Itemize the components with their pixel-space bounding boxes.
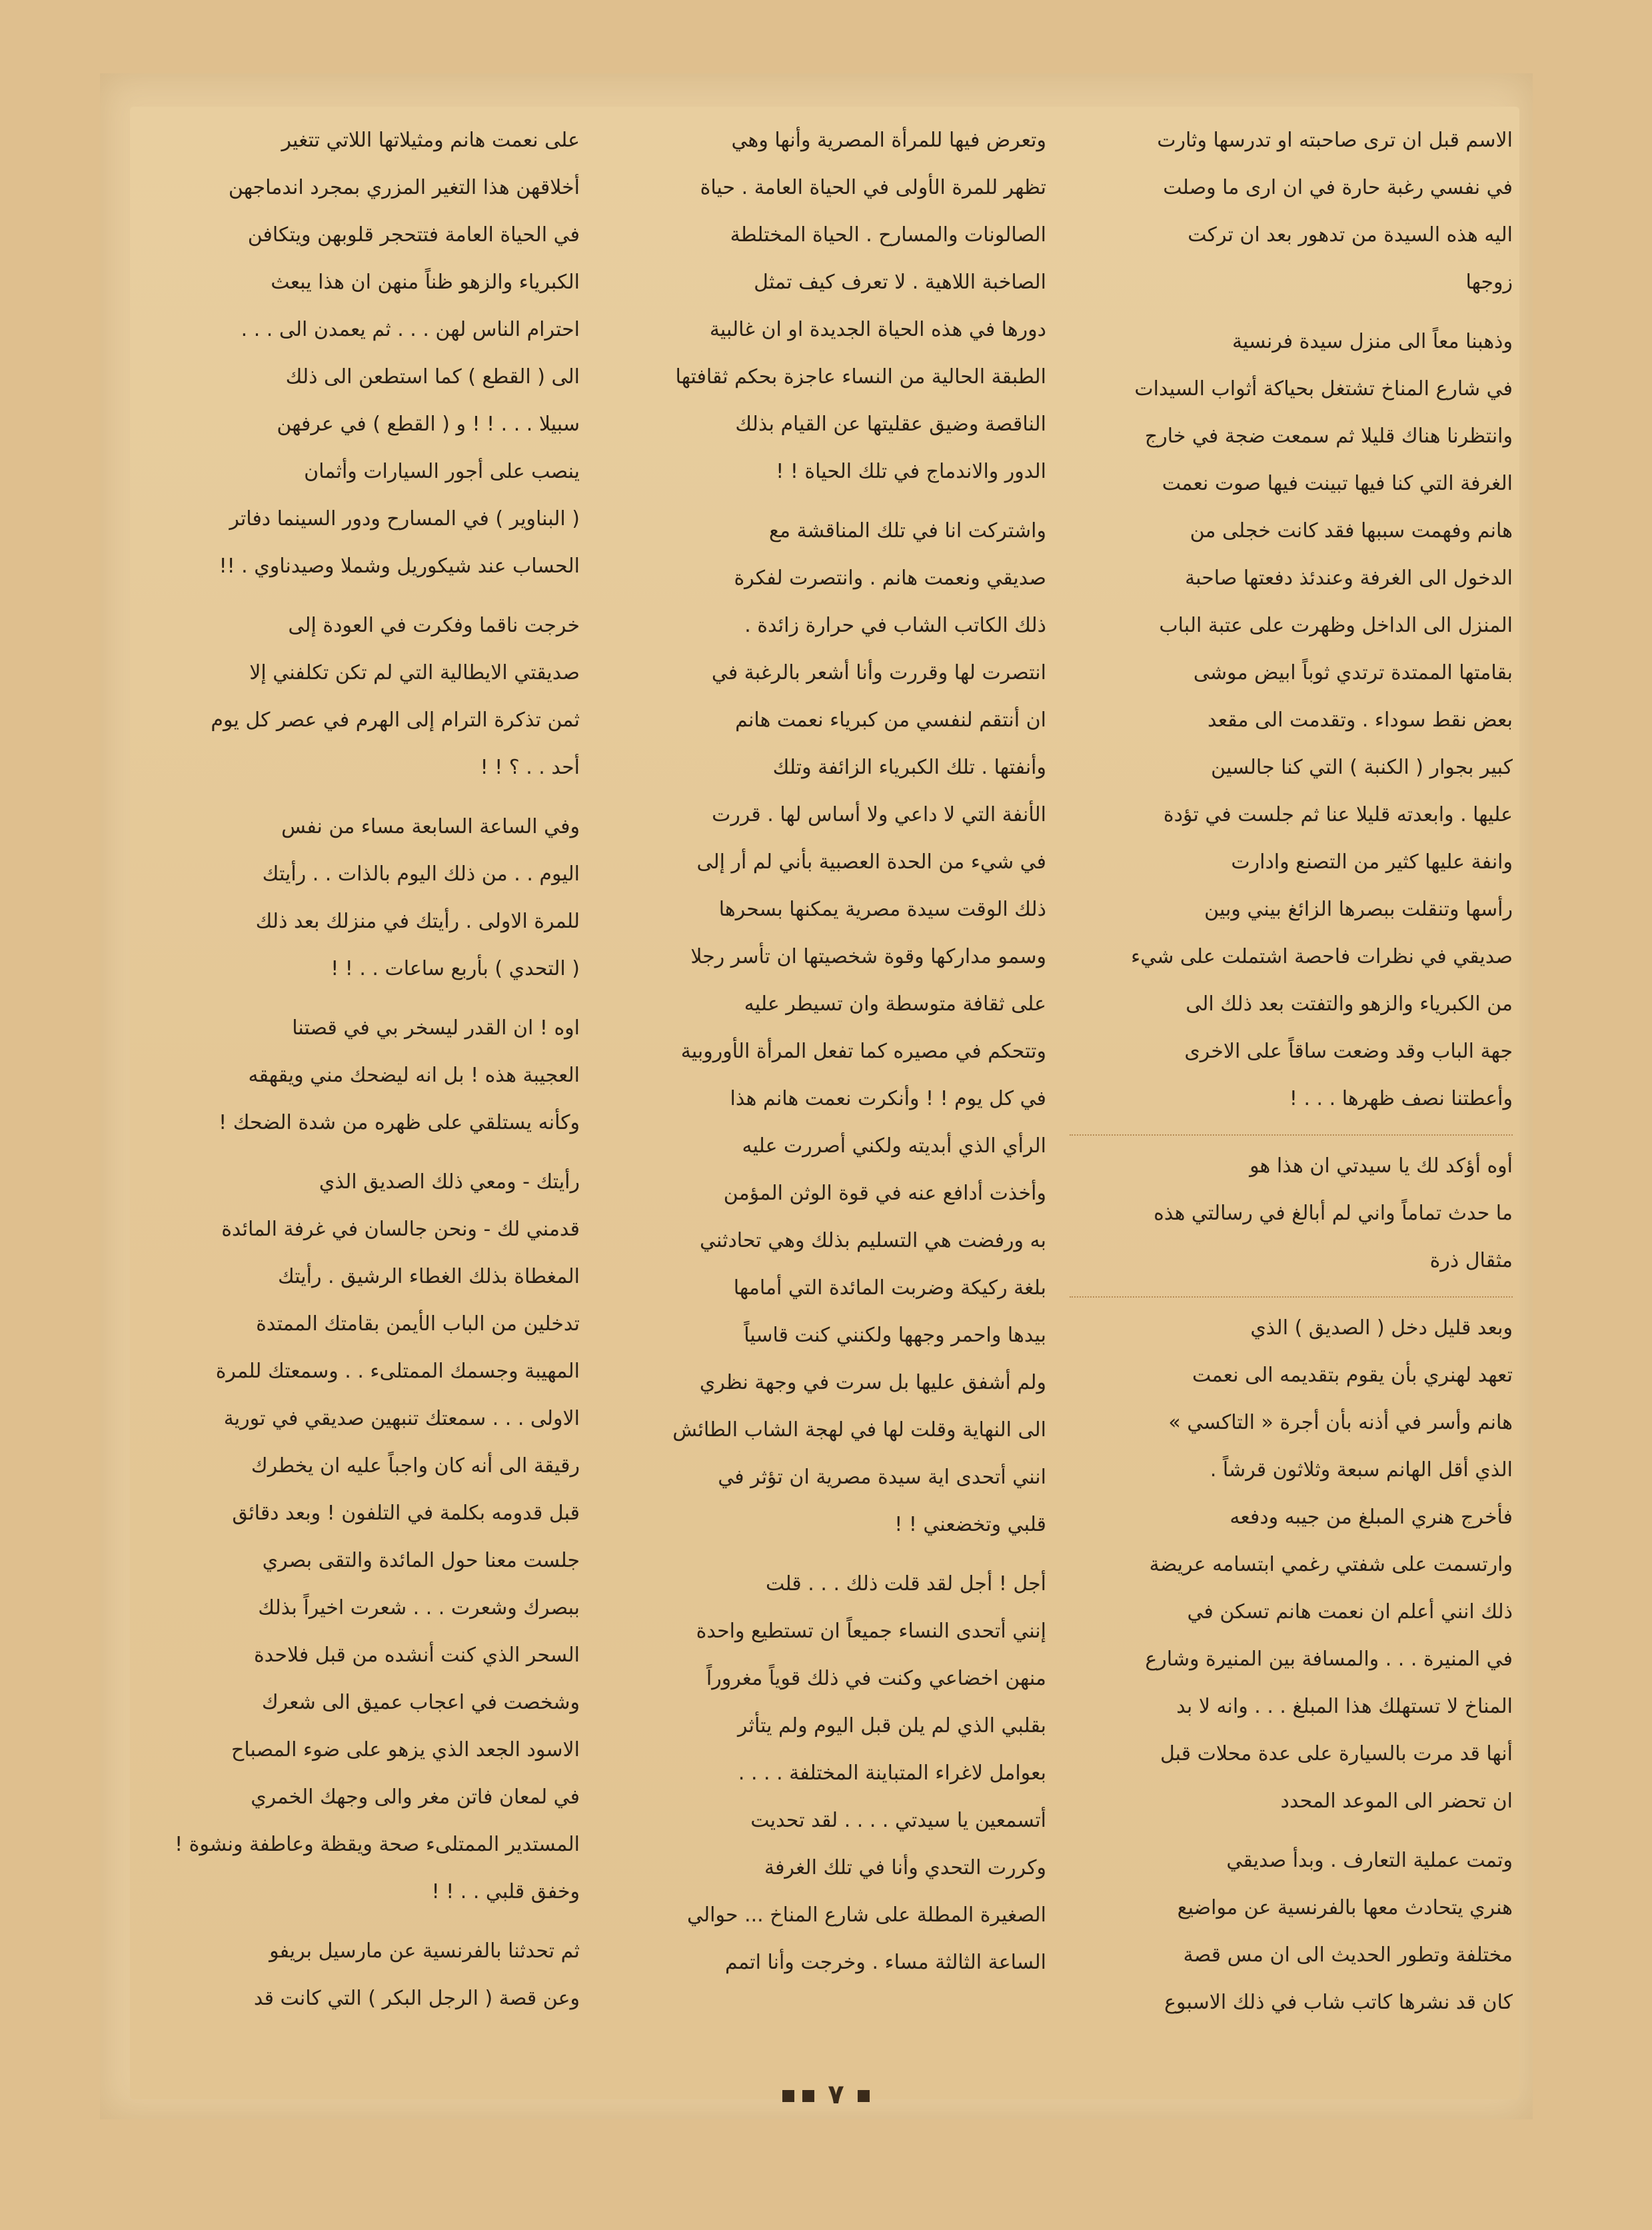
- paragraph: وذهبنا معاً الى منزل سيدة فرنسية في شارع المناخ تشتغل بحياكة أثواب السيدات وانتظرنا هناك قليلا ثم سمعت ضجة في خارج الغرفة التي كنا فيها تبينت فيها صوت نعمت هانم وفهمت سببها فقد كانت خجلى من الدخول الى الغرفة وعندئذ دفعتها صاحبة المنزل الى الداخل وظهرت على عتبة الباب بقامتها الممتدة ترتدي ثوباً ابيض موشى بعض نقط سوداء . وتقدمت الى مقعد كبير بجوار ( الكنبة ) التي كنا جالسين عليها . وابعدته قليلا عنا ثم جلست في تؤدة وانفة عليها كثير من التصنع وادارت رأسها وتنقلت ببصرها الزائغ بيني وبين صديقي في نظرات فاحصة اشتملت على شيء من الكبرياء والزهو والتفتت بعد ذلك الى جهة الباب وقد وضعت ساقاً على الاخرى وأعطتنا نصف ظهرها . . . !: [1131, 330, 1513, 1110]
- paragraph: على نعمت هانم ومثيلاتها اللاتي تتغير أخلاقهن هذا التغير المزري بمجرد اندماجهن في الحياة العامة فتتحجر قلوبهن ويتكافن الكبرياء والزهو ظناً منهن ان هذا يبعث احترام الناس لهن . . . ثم يعمدن الى . . . الى ( القطع ) كما استطعن الى ذلك سبيلا . . . ! ! و ( القطع ) في عرفهن ينصب على أجور السيارات وأثمان ( البناوير ) في المسارح ودور السينما دفاتر الحساب عند شيكوريل وشملا وصيدناوي . !!: [219, 129, 580, 578]
- paragraph: اوه ! ان القدر ليسخر بي في قصتنا العجيبة هذه ! بل انه ليضحك مني ويقهقه وكأنه يستلقي على ظهره من شدة الضحك !: [219, 1016, 580, 1134]
- paragraph: خرجت ناقما وفكرت في العودة إلى صديقتي الايطالية التي لم تكن تكلفني إلا ثمن تذكرة الترام إلى الهرم في عصر كل يوم أحد . . ؟ ! !: [211, 614, 580, 779]
- paragraph: وفي الساعة السابعة مساء من نفس اليوم . . من ذلك اليوم بالذات . . رأيتك للمرة الاولى . رأيتك في منزلك بعد ذلك ( التحدي ) بأربع ساعات . . ! !: [255, 815, 580, 980]
- column-middle: [603, 117, 1046, 2059]
- paragraph: الاسم قبل ان ترى صاحبته او تدرسها وثارت في نفسي رغبة حارة في ان ارى ما وصلت اليه هذه السيدة من تدهور بعد ان تركت زوجها: [1157, 129, 1513, 294]
- column-right: [1070, 117, 1513, 2059]
- square-ornament-icon: [782, 2090, 794, 2102]
- paragraph: وتعرض فيها للمرأة المصرية وأنها وهي تظهر للمرة الأولى في الحياة العامة . حياة الصالونات والمسارح . الحياة المختلطة الصاخبة اللاهية . لا تعرف كيف تمثل دورها في هذه الحياة الجديدة او ان غالبية الطبقة الحالية من النساء عاجزة بحكم ثقافتها الناقصة وضيق عقليتها عن القيام بذلك الدور والاندماج في تلك الحياة ! !: [675, 129, 1046, 483]
- square-ornament-icon: [858, 2090, 870, 2102]
- article-columns: [137, 117, 1513, 2059]
- paragraph: وبعد قليل دخل ( الصديق ) الذي تعهد لهنري بأن يقوم بتقديمه الى نعمت هانم وأسر في أذنه بأن أجرة « التاكسي » الذي أقل الهانم سبعة وثلاثون قرشاً . فأخرج هنري المبلغ من جيبه ودفعه وارتسمت على شفتي رغمي ابتسامه عريضة ذلك انني أعلم ان نعمت هانم تسكن في في المنيرة . . . والمسافة بين المنيرة وشارع المناخ لا تستهلك هذا المبلغ . . . وانه لا بد أنها قد مرت بالسيارة على عدة محلات قبل ان تحضر الى الموعد المحدد: [1070, 1296, 1513, 1825]
- paragraph: واشتركت انا في تلك المناقشة مع صديقي ونعمت هانم . وانتصرت لفكرة ذلك الكاتب الشاب في حرارة زائدة . انتصرت لها وقررت وأنا أشعر بالرغبة في ان أنتقم لنفسي من كبرياء نعمت هانم وأنفتها . تلك الكبرياء الزائفة وتلك الأنفة التي لا داعي ولا أساس لها . قررت في شيء من الحدة العصبية بأني لم أر إلى ذلك الوقت سيدة مصرية يمكنها بسحرها وسمو مداركها وقوة شخصيتها ان تأسر رجلا على ثقافة متوسطة وان تسيطر عليه وتتحكم في مصيره كما تفعل المرأة الأوروبية في كل يوم ! ! وأنكرت نعمت هانم هذا الرأي الذي أبديته ولكني أصررت عليه وأخذت أدافع عنه في قوة الوثن المؤمن به ورفضت هي التسليم بذلك وهي تحادثني بلغة ركيكة وضربت المائدة التي أمامها بيدها واحمر وجهها ولكنني كنت قاسياً ولم أشفق عليها بل سرت في وجهة نظري الى النهاية وقلت لها في لهجة الشاب الطائش انني أتحدى اية سيدة مصرية ان تؤثر في قلبي وتخضعني ! !: [672, 519, 1046, 1536]
- paragraph: أجل ! أجل لقد قلت ذلك . . . قلت إنني أتحدى النساء جميعاً ان تستطيع واحدة منهن اخضاعي وكنت في ذلك قوياً مغروراً بقلبي الذي لم يلن قبل اليوم ولم يتأثر بعوامل لاغراء المتباينة المختلفة . . . . أتسمعين يا سيدتي . . . . لقد تحديت وكررت التحدي وأنا في تلك الغرفة الصغيرة المطلة على شارع المناخ ... حوالي الساعة الثالثة مساء . وخرجت وأنا اتمم: [687, 1572, 1046, 1974]
- paragraph: رأيتك - ومعي ذلك الصديق الذي قدمني لك - ونحن جالسان في غرفة المائدة المغطاة بذلك الغطاء الرشيق . رأيتك تدخلين من الباب الأيمن بقامتك الممتدة المهيبة وجسمك الممتلىء . . وسمعتك للمرة الاولى . . . سمعتك تنبهين صديقي في تورية رقيقة الى أنه كان واجباً عليه ان يخطرك قبل قدومه بكلمة في التلفون ! وبعد دقائق جلست معنا حول المائدة والتقى بصري ببصرك وشعرت . . . شعرت اخيراً بذلك السحر الذي كنت أنشده من قبل فلاحدة وشخصت في اعجاب عميق الى شعرك الاسود الجعد الذي يزهو على ضوء المصباح في لمعان فاتن مغر والى وجهك الخمري المستدير الممتلىء صحة ويقظة وعاطفة ونشوة ! وخفق قلبي . . ! !: [175, 1170, 580, 1903]
- page-number: ٧: [828, 2079, 844, 2110]
- paragraph: وتمت عملية التعارف . وبدأ صديقي هنري يتحادث معها بالفرنسية عن مواضيع مختلفة وتطور الحديث الى ان مس قصة كان قد نشرها كاتب شاب في ذلك الاسبوع: [1164, 1849, 1513, 2014]
- square-ornament-icon: [802, 2090, 814, 2102]
- page-number-footer: [0, 2079, 1652, 2110]
- paragraph: أوه أؤكد لك يا سيدتي ان هذا هو ما حدث تماماً واني لم أبالغ في رسالتي هذه مثقال ذرة: [1070, 1134, 1513, 1284]
- column-left: [137, 117, 580, 2059]
- paragraph: ثم تحدثنا بالفرنسية عن مارسيل بريفو وعن قصة ( الرجل البكر ) التي كانت قد: [253, 1939, 580, 2010]
